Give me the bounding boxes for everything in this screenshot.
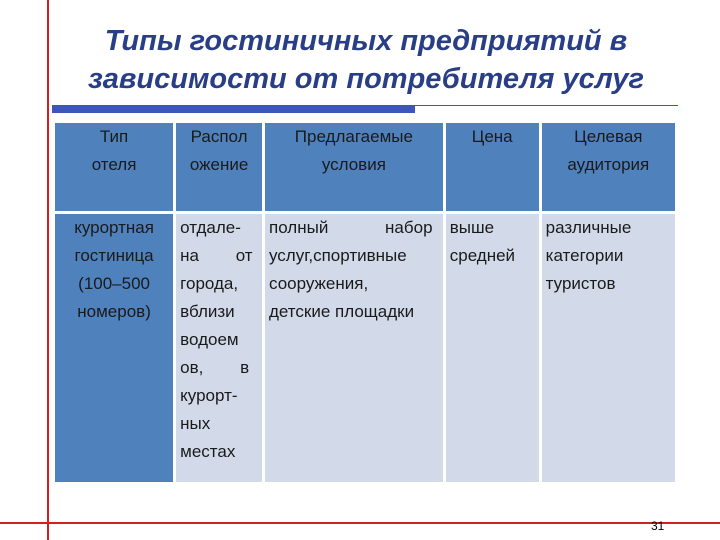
header-line: аудитория <box>567 155 650 174</box>
cell-line: (100–500 <box>78 274 150 293</box>
cell-audience <box>542 214 675 482</box>
header-line: Цена <box>471 127 513 146</box>
cell-hotel-type <box>55 214 173 482</box>
cell-line: гостиница <box>74 246 154 265</box>
cell-line: отдале- <box>180 218 241 237</box>
header-line: ожение <box>189 155 249 174</box>
header-location <box>176 123 262 211</box>
cell-line: выше <box>449 218 495 237</box>
header-line: отеля <box>91 155 137 174</box>
cell-price <box>446 214 539 482</box>
header-line: условия <box>321 155 386 174</box>
cell-line: номеров) <box>77 302 151 321</box>
frame-left-line <box>47 0 49 540</box>
cell-line: города, <box>180 274 239 293</box>
cell-line: категории <box>545 246 624 265</box>
cell-line: местах <box>180 442 236 461</box>
cell-line: средней <box>449 246 516 265</box>
header-audience <box>542 123 675 211</box>
cell-location <box>176 214 262 482</box>
cell-line: различные <box>545 218 632 237</box>
cell-line: водоем <box>180 330 239 349</box>
cell-line: ов, в <box>180 358 250 377</box>
header-hotel-type <box>55 123 173 211</box>
cell-line: услуг,спортивные <box>269 246 407 265</box>
header-line: Целевая <box>574 127 643 146</box>
cell-line: сооружения, <box>269 274 369 293</box>
cell-line: курорт- <box>180 386 238 405</box>
title-underline-red <box>415 105 678 106</box>
hotel-types-table <box>52 120 678 485</box>
header-price <box>446 123 539 211</box>
cell-line: вблизи <box>180 302 235 321</box>
cell-conditions <box>265 214 443 482</box>
cell-line: на от <box>180 246 253 265</box>
header-line: Тип <box>99 127 129 146</box>
slide-title <box>52 22 680 98</box>
frame-bottom-line <box>0 522 720 524</box>
header-line: Предлагаемые <box>294 127 413 146</box>
cell-line: ных <box>180 414 211 433</box>
cell-line: детские площадки <box>269 302 415 321</box>
cell-line: туристов <box>545 274 616 293</box>
title-line-2: зависимости от потребителя услуг <box>87 63 645 95</box>
cell-line: курортная <box>74 218 154 237</box>
header-conditions <box>265 123 443 211</box>
header-line: Распол <box>190 127 248 146</box>
cell-line: полный набор <box>269 218 433 237</box>
page-number: 31 <box>651 519 665 533</box>
table-header-row <box>55 123 675 211</box>
table-row <box>55 214 675 482</box>
title-underline-blue <box>52 105 415 113</box>
title-line-1: Типы гостиничных предприятий в <box>104 25 628 57</box>
